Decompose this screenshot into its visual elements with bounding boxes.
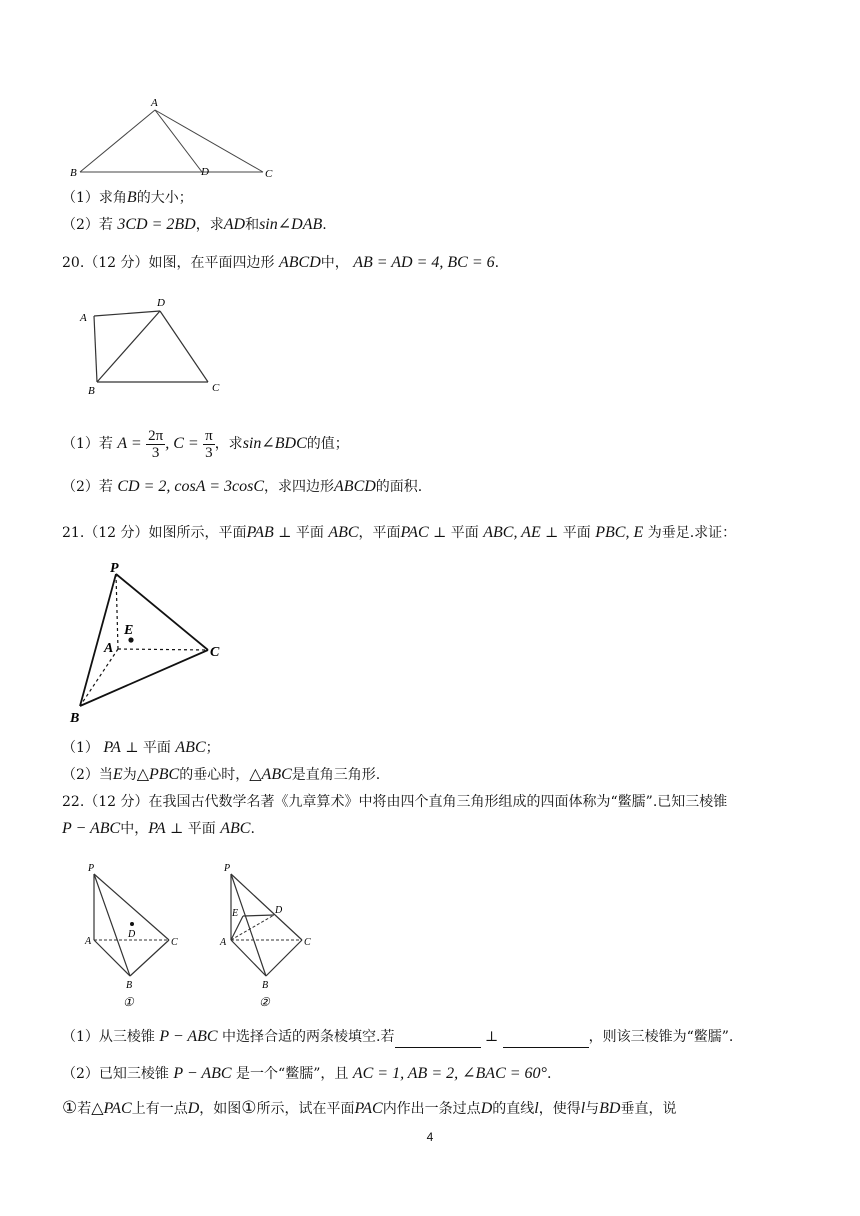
fig21-label-e: E bbox=[124, 623, 134, 638]
q19-part1-text: （1）求角 bbox=[62, 190, 127, 206]
q21-t10: 为垂足.求证： bbox=[647, 525, 737, 541]
q21-part1-expr: PA bbox=[103, 739, 121, 756]
fig22b-caption: ② bbox=[259, 995, 270, 1009]
q19-part1 bbox=[62, 187, 193, 209]
q19-part2-sin: sin∠DAB bbox=[259, 216, 323, 233]
figure-q22-fig2 bbox=[212, 858, 332, 1014]
q22-sub1-circ: ① bbox=[62, 1098, 78, 1118]
q20-part1-tail: 的值； bbox=[306, 436, 349, 452]
q21-t5: PAC bbox=[400, 524, 429, 541]
fig22a-point-d bbox=[130, 922, 134, 926]
fig20-label-b: B bbox=[88, 385, 95, 397]
q19-part2 bbox=[62, 214, 327, 236]
q20-part1-a: A = bbox=[117, 435, 142, 452]
q21-part2-mid2: 的垂心时， bbox=[179, 767, 250, 783]
q22-sub1-bd: BD bbox=[599, 1100, 621, 1117]
q21-part2-tail: 是直角三角形. bbox=[291, 767, 381, 783]
q21-t9: PBC, E bbox=[595, 524, 644, 541]
q21-part2 bbox=[62, 764, 380, 786]
q22-heading bbox=[62, 791, 727, 813]
fig22b-label-d: D bbox=[275, 905, 283, 916]
fig22a-label-a: A bbox=[85, 936, 92, 947]
q19-part2-ad: AD bbox=[223, 216, 246, 233]
fig22a-label-d: D bbox=[128, 929, 136, 940]
q22-answer-blank-2[interactable] bbox=[503, 1033, 589, 1048]
q20-part1 bbox=[62, 424, 349, 464]
q21-part1-end: ； bbox=[205, 740, 220, 756]
q22-l2-a: P − ABC bbox=[62, 820, 121, 837]
q20-condition: AB = AD = 4, BC = 6 bbox=[353, 254, 495, 271]
fig21-label-c: C bbox=[210, 645, 220, 660]
q21-head-text: 21.（12 分）如图所示，平面 bbox=[62, 525, 247, 541]
q19-part2-mid: ，求 bbox=[195, 217, 224, 233]
q21-part2-mid1: 为 bbox=[122, 767, 137, 783]
q22-sub1-g: ，使得 bbox=[538, 1101, 581, 1117]
q22-answer-blank-1[interactable] bbox=[395, 1033, 481, 1048]
q22-part1-mid: 中选择合适的两条棱填空.若 bbox=[222, 1029, 395, 1045]
q20-fraction-2pi-3 bbox=[146, 428, 165, 461]
q22-sub1-plane: PAC bbox=[354, 1100, 383, 1117]
q21-t6: ⊥ 平面 bbox=[433, 525, 479, 541]
fig22b-label-e: E bbox=[232, 908, 239, 919]
fig22b-label-b: B bbox=[262, 980, 269, 991]
q22-l2-c: PA bbox=[148, 820, 166, 837]
q21-part2-pre: （2）当 bbox=[62, 767, 113, 783]
q22-sub1-circ2: ① bbox=[241, 1098, 257, 1118]
fig19-label-d: D bbox=[201, 166, 209, 178]
q22-sub1-d-text: 所示，试在平面 bbox=[256, 1101, 355, 1117]
q22-sub1-f: 的直线 bbox=[492, 1101, 535, 1117]
fig19-label-c: C bbox=[265, 168, 273, 180]
fig22a-label-p: P bbox=[88, 863, 95, 874]
q22-sub1-l: l bbox=[534, 1100, 539, 1117]
q21-part1-pre: （1） bbox=[62, 740, 99, 756]
q21-part1-plane: ABC bbox=[175, 739, 206, 756]
q21-t3: ABC bbox=[328, 524, 359, 541]
figure-q22-fig1 bbox=[80, 858, 200, 1014]
q20-frac2-num: π bbox=[205, 427, 213, 444]
q19-part2-eq: 3CD = 2BD bbox=[117, 216, 196, 233]
q22-part2-mid: 是一个“鳖臑”，且 bbox=[236, 1066, 349, 1082]
q20-part1-expr: sin∠BDC bbox=[242, 435, 307, 452]
q22-head-text: 22.（12 分）在我国古代数学名著《九章算术》中将由四个直角三角形组成的四面体称为“鳖臑”.已知三棱锥 bbox=[62, 794, 728, 810]
q21-heading bbox=[62, 522, 736, 544]
q21-part2-tri2: △ABC bbox=[249, 766, 292, 783]
q21-part1-mid: ⊥ 平面 bbox=[125, 740, 171, 756]
q20-frac1-num: 2π bbox=[148, 427, 164, 444]
q21-part2-tri: △PBC bbox=[136, 766, 180, 783]
q21-part1 bbox=[62, 737, 220, 759]
fig22a-label-b: B bbox=[126, 980, 133, 991]
fig20-label-c: C bbox=[212, 382, 220, 394]
q22-l2-f: . bbox=[250, 821, 255, 837]
q20-part1-mid: ，求 bbox=[214, 436, 243, 452]
q22-sub1-a: 若 bbox=[77, 1101, 92, 1117]
q22-part2 bbox=[62, 1063, 551, 1085]
q22-part1 bbox=[62, 1026, 733, 1048]
q22-part1-expr: P − ABC bbox=[159, 1028, 218, 1045]
q22-part2-cond: AC = 1, AB = 2, ∠BAC = 60° bbox=[352, 1065, 547, 1082]
q22-sub1-l2: l bbox=[580, 1100, 586, 1117]
q21-t4: ，平面 bbox=[358, 525, 401, 541]
fig21-label-a: A bbox=[104, 641, 114, 656]
fig22b-label-p: P bbox=[224, 863, 231, 874]
q22-sub1-d2: D bbox=[480, 1100, 493, 1117]
fig20-label-a: A bbox=[80, 312, 87, 324]
q22-part1-tail: ，则该三棱锥为“鳖臑”. bbox=[588, 1029, 734, 1045]
q20-part2-quad: ABCD bbox=[334, 478, 376, 495]
fig20-label-d: D bbox=[157, 297, 165, 309]
q22-l2-e: ABC bbox=[220, 820, 251, 837]
fig22b-label-a: A bbox=[220, 937, 227, 948]
q21-part2-e: E bbox=[112, 766, 123, 783]
q20-end: . bbox=[494, 255, 500, 271]
fig22a-caption: ① bbox=[123, 995, 134, 1009]
q20-frac2-den: 3 bbox=[205, 444, 213, 461]
q22-sub1-c: ，如图 bbox=[199, 1101, 242, 1117]
q20-part2-tail: 的面积. bbox=[375, 479, 423, 495]
q20-part1-c: , C = bbox=[165, 435, 199, 452]
q22-sub1-i: 垂直，说 bbox=[620, 1101, 677, 1117]
q22-l2-d: ⊥ 平面 bbox=[170, 821, 216, 837]
fig21-label-b: B bbox=[70, 711, 80, 726]
q22-sub1-h: 与 bbox=[585, 1101, 600, 1117]
q21-t7: ABC, AE bbox=[483, 524, 541, 541]
figure-q19-triangle bbox=[60, 92, 290, 184]
q20-frac1-den: 3 bbox=[151, 444, 160, 461]
q20-quad: ABCD bbox=[278, 254, 321, 271]
q20-fraction-pi-3 bbox=[203, 428, 215, 461]
fig21-label-p: P bbox=[110, 561, 119, 576]
q19-part1-tail: 的大小； bbox=[136, 190, 193, 206]
q22-part2-pre: （2）已知三棱锥 bbox=[62, 1066, 169, 1082]
q22-heading-line2 bbox=[62, 818, 255, 840]
q21-t1: PAB bbox=[246, 524, 274, 541]
q19-part2-and: 和 bbox=[245, 217, 260, 233]
q22-sub1-d: D bbox=[187, 1100, 200, 1117]
fig19-label-b: B bbox=[70, 167, 77, 179]
q20-part2-mid: ，求四边形 bbox=[264, 479, 335, 495]
q22-part2-sub1 bbox=[62, 1097, 676, 1120]
figure-q20-quadrilateral bbox=[72, 294, 232, 400]
page-number: 4 bbox=[426, 1130, 434, 1144]
fig21-point-e bbox=[128, 637, 133, 642]
figure-q21-tetrahedron bbox=[62, 558, 242, 728]
q22-part1-pre: （1）从三棱锥 bbox=[62, 1029, 155, 1045]
fig22a-label-c: C bbox=[171, 937, 178, 948]
q22-sub1-b: 上有一点 bbox=[131, 1101, 188, 1117]
q22-l2-b: 中， bbox=[120, 821, 149, 837]
q22-sub1-tri: △PAC bbox=[91, 1100, 132, 1117]
q20-part2-pre: （2）若 bbox=[62, 479, 113, 495]
q22-part2-expr: P − ABC bbox=[173, 1065, 232, 1082]
q20-part2-cond: CD = 2, cosA = 3cosC bbox=[117, 478, 265, 495]
q19-part2-end: . bbox=[322, 217, 327, 233]
q20-mid: 中， bbox=[320, 255, 349, 271]
q20-part2 bbox=[62, 476, 422, 498]
q22-part1-perp: ⊥ bbox=[484, 1029, 499, 1045]
q19-part1-var: B bbox=[126, 189, 137, 206]
fig19-label-a: A bbox=[151, 97, 158, 109]
q19-part2-text: （2）若 bbox=[62, 217, 113, 233]
q21-t8: ⊥ 平面 bbox=[545, 525, 591, 541]
q22-sub1-e: 内作出一条过点 bbox=[382, 1101, 481, 1117]
q20-head-text: 20.（12 分）如图，在平面四边形 bbox=[62, 255, 275, 271]
q22-part2-end: . bbox=[546, 1066, 552, 1082]
q21-t2: ⊥ 平面 bbox=[278, 525, 324, 541]
q20-part1-pre: （1）若 bbox=[62, 436, 113, 452]
fig22b-label-c: C bbox=[304, 937, 311, 948]
q20-heading bbox=[62, 252, 499, 274]
